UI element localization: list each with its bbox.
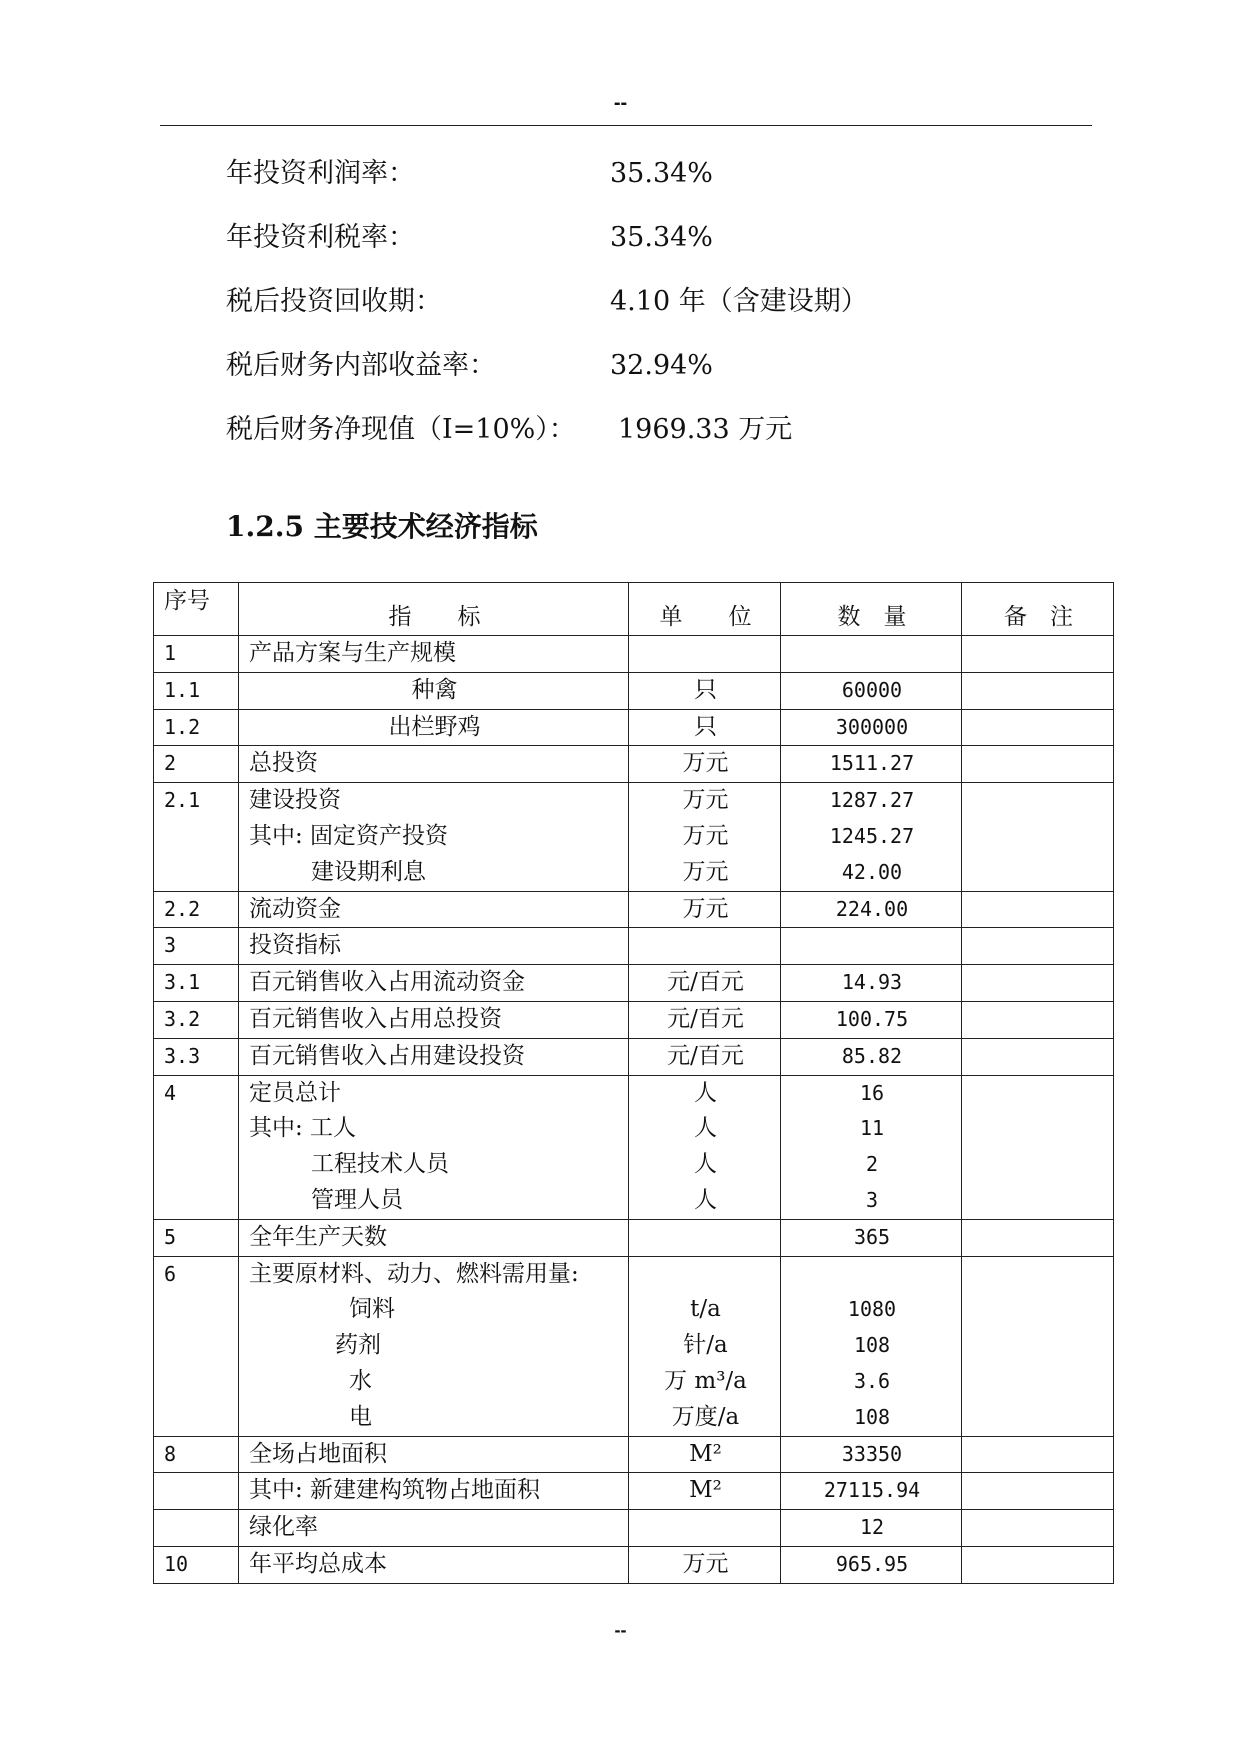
cell-remarks: [962, 1038, 1114, 1075]
metric-label: 税后财务净现值（I=10%）：: [226, 414, 576, 445]
metric-label: 年投资利税率：: [226, 222, 415, 253]
cell-indicator: [239, 672, 629, 709]
indicator-line: 建设投资: [249, 787, 341, 814]
cell-seq: 3.2: [154, 1001, 239, 1038]
indicator-line: 百元销售收入占用总投资: [249, 1005, 502, 1032]
unit-line: 人: [694, 1115, 717, 1142]
cell-unit: [629, 672, 781, 709]
cell-unit: [629, 1038, 781, 1075]
table-row: [154, 1473, 1114, 1510]
cell-indicator: [239, 1219, 629, 1256]
unit-line: 万元: [682, 822, 729, 849]
unit-line: 元/百元: [667, 1005, 744, 1032]
cell-remarks: [962, 965, 1114, 1002]
unit-line: 万元: [682, 1550, 729, 1577]
unit-line: [639, 1257, 772, 1293]
header-unit: 单 位: [629, 583, 781, 636]
quantity-line: 1287.27: [829, 788, 915, 813]
cell-remarks: [962, 1075, 1114, 1219]
metric-value: 32.94%: [610, 350, 713, 381]
section-title: 1.2.5 主要技术经济指标: [226, 510, 538, 543]
cell-seq: 5: [154, 1219, 239, 1256]
unit-line: 人: [694, 1079, 717, 1106]
cell-unit: [629, 1001, 781, 1038]
quantity-line: 365: [853, 1224, 891, 1249]
quantity-line: 33350: [841, 1441, 903, 1466]
cell-indicator: [239, 1473, 629, 1510]
header-indicator: 指 标: [239, 583, 629, 636]
unit-line: 万元: [682, 895, 729, 922]
unit-line: [639, 928, 772, 964]
cell-indicator: [239, 928, 629, 965]
cell-indicator: [239, 709, 629, 746]
cell-unit: [629, 636, 781, 673]
quantity-line: 300000: [835, 714, 909, 739]
quantity-line: 14.93: [841, 970, 903, 995]
unit-line: 万元: [682, 750, 729, 777]
table-row: [154, 746, 1114, 783]
unit-line: 万元: [682, 787, 729, 814]
cell-unit: [629, 891, 781, 928]
cell-seq: 1: [154, 636, 239, 673]
indicator-line: 出栏野鸡: [388, 713, 481, 740]
cell-indicator: [239, 965, 629, 1002]
metric-value: 4.10 年（含建设期）: [610, 286, 868, 317]
cell-quantity: [781, 1075, 962, 1219]
cell-quantity: [781, 1473, 962, 1510]
cell-seq: 3.3: [154, 1038, 239, 1075]
cell-seq: 2: [154, 746, 239, 783]
table-row: [154, 928, 1114, 965]
indicator-line: 流动资金: [249, 895, 341, 922]
cell-seq: [154, 1473, 239, 1510]
cell-seq: 10: [154, 1546, 239, 1583]
quantity-line: 2: [865, 1152, 879, 1177]
table-row: [154, 1256, 1114, 1436]
cell-quantity: [781, 783, 962, 891]
indicator-line: 全年生产天数: [249, 1223, 387, 1250]
indicator-line: 水: [349, 1367, 372, 1394]
indicator-line: 产品方案与生产规模: [249, 640, 456, 666]
cell-quantity: [781, 891, 962, 928]
cell-unit: [629, 709, 781, 746]
cell-seq: 2.2: [154, 891, 239, 928]
cell-quantity: [781, 1436, 962, 1473]
cell-unit: [629, 965, 781, 1002]
cell-seq: 3.1: [154, 965, 239, 1002]
cell-indicator: [239, 783, 629, 891]
cell-quantity: [781, 709, 962, 746]
cell-quantity: [781, 1219, 962, 1256]
cell-quantity: [781, 928, 962, 965]
cell-indicator: [239, 1256, 629, 1436]
metric-row: [226, 413, 793, 447]
indicator-line: 总投资: [249, 750, 318, 777]
header-remarks: 备 注: [962, 583, 1114, 636]
cell-remarks: [962, 783, 1114, 891]
cell-remarks: [962, 1256, 1114, 1436]
table-row: [154, 1510, 1114, 1547]
cell-remarks: [962, 891, 1114, 928]
cell-remarks: [962, 709, 1114, 746]
metric-row: [226, 157, 713, 191]
unit-line: 只: [694, 713, 717, 740]
quantity-line: 16: [859, 1080, 885, 1105]
indicator-line: 年平均总成本: [249, 1550, 387, 1577]
quantity-line: 27115.94: [823, 1478, 921, 1503]
table-row: [154, 672, 1114, 709]
indicator-line: 定员总计: [249, 1079, 341, 1106]
cell-unit: [629, 928, 781, 965]
quantity-line: 1080: [847, 1297, 897, 1322]
cell-quantity: [781, 746, 962, 783]
cell-seq: 2.1: [154, 783, 239, 891]
unit-line: 元/百元: [667, 1042, 744, 1069]
cell-indicator: [239, 1510, 629, 1547]
cell-quantity: [781, 1256, 962, 1436]
indicator-line: 饲料: [349, 1296, 395, 1323]
cell-indicator: [239, 636, 629, 673]
quantity-line: 224.00: [835, 896, 909, 921]
unit-line: 元/百元: [667, 969, 744, 996]
table-header-row: [154, 583, 1114, 636]
metric-label: 税后投资回收期：: [226, 286, 442, 317]
header-seq: 序号: [154, 583, 239, 636]
cell-remarks: [962, 1546, 1114, 1583]
unit-line: 人: [694, 1151, 717, 1178]
cell-quantity: [781, 965, 962, 1002]
unit-line: [639, 636, 772, 672]
unit-line: 万度/a: [671, 1403, 740, 1430]
quantity-line: 42.00: [841, 859, 903, 884]
metric-label: 税后财务内部收益率：: [226, 350, 496, 381]
indicator-line: 百元销售收入占用流动资金: [249, 969, 525, 996]
cell-seq: 6: [154, 1256, 239, 1436]
table-row: [154, 965, 1114, 1002]
table-row: [154, 1038, 1114, 1075]
cell-indicator: [239, 1038, 629, 1075]
cell-remarks: [962, 672, 1114, 709]
metric-value: 35.34%: [610, 222, 713, 253]
metric-row: [226, 285, 868, 319]
cell-indicator: [239, 746, 629, 783]
cell-remarks: [962, 636, 1114, 673]
metric-value: 1969.33 万元: [618, 414, 793, 445]
indicator-line: 建设期利息: [311, 858, 426, 885]
cell-unit: [629, 746, 781, 783]
table-row: [154, 1001, 1114, 1038]
cell-remarks: [962, 746, 1114, 783]
page-footer-mark: --: [614, 1620, 627, 1640]
cell-unit: [629, 1436, 781, 1473]
unit-line: 万 m³/a: [664, 1367, 747, 1394]
cell-quantity: [781, 1510, 962, 1547]
cell-indicator: [239, 1436, 629, 1473]
indicator-line: 电: [349, 1403, 372, 1430]
cell-remarks: [962, 1001, 1114, 1038]
cell-unit: [629, 783, 781, 891]
cell-unit: [629, 1075, 781, 1219]
quantity-line: 1245.27: [829, 823, 915, 848]
indicator-table: [153, 582, 1114, 1584]
unit-line: [639, 1510, 772, 1546]
indicator-line: 药剂: [335, 1332, 381, 1359]
table-row: [154, 1436, 1114, 1473]
table-row: [154, 891, 1114, 928]
quantity-line: 1511.27: [829, 751, 915, 776]
indicator-line: 其中: 新建建构筑物占地面积: [249, 1477, 541, 1504]
indicator-line: 投资指标: [249, 932, 341, 959]
indicator-line: 其中: 固定资产投资: [249, 822, 449, 849]
cell-remarks: [962, 1510, 1114, 1547]
quantity-line: 108: [853, 1404, 891, 1429]
table-row: [154, 1546, 1114, 1583]
indicator-line: 种禽: [411, 676, 458, 703]
table-row: [154, 1219, 1114, 1256]
header-quantity: 数 量: [781, 583, 962, 636]
unit-line: M²: [689, 1477, 722, 1504]
cell-quantity: [781, 672, 962, 709]
unit-line: t/a: [690, 1296, 721, 1323]
quantity-line: 12: [859, 1515, 885, 1540]
quantity-line: 108: [853, 1333, 891, 1358]
unit-line: 针/a: [683, 1332, 728, 1359]
cell-quantity: [781, 1546, 962, 1583]
quantity-line: 3: [865, 1187, 879, 1212]
table-row: [154, 783, 1114, 891]
quantity-line: 11: [859, 1116, 885, 1141]
cell-seq: 4: [154, 1075, 239, 1219]
table-row: [154, 1075, 1114, 1219]
metric-label: 年投资利润率：: [226, 158, 415, 189]
quantity-line: [791, 928, 953, 964]
cell-quantity: [781, 1038, 962, 1075]
cell-remarks: [962, 1473, 1114, 1510]
quantity-line: 60000: [841, 677, 903, 702]
cell-indicator: [239, 1546, 629, 1583]
indicator-line: 主要原材料、动力、燃料需用量:: [249, 1260, 579, 1287]
quantity-line: [791, 1257, 953, 1293]
quantity-line: 85.82: [841, 1043, 903, 1068]
metric-row: [226, 221, 713, 255]
cell-remarks: [962, 928, 1114, 965]
cell-indicator: [239, 891, 629, 928]
unit-line: M²: [689, 1440, 722, 1467]
cell-remarks: [962, 1219, 1114, 1256]
metric-value: 35.34%: [610, 158, 713, 189]
indicator-line: 全场占地面积: [249, 1440, 387, 1467]
indicator-line: 绿化率: [249, 1514, 318, 1541]
indicator-line: 管理人员: [311, 1186, 403, 1213]
table-row: [154, 709, 1114, 746]
cell-unit: [629, 1546, 781, 1583]
indicator-line: 其中: 工人: [249, 1115, 357, 1142]
quantity-line: 965.95: [835, 1551, 909, 1576]
cell-seq: 8: [154, 1436, 239, 1473]
cell-unit: [629, 1256, 781, 1436]
metric-row: [226, 349, 713, 383]
cell-indicator: [239, 1001, 629, 1038]
quantity-line: [791, 636, 953, 672]
cell-quantity: [781, 1001, 962, 1038]
unit-line: 万元: [682, 858, 729, 885]
table-row: [154, 636, 1114, 673]
cell-seq: [154, 1510, 239, 1547]
cell-seq: 1.1: [154, 672, 239, 709]
unit-line: 人: [694, 1186, 717, 1213]
quantity-line: 3.6: [853, 1368, 891, 1393]
unit-line: [639, 1220, 772, 1256]
quantity-line: 100.75: [835, 1006, 909, 1031]
cell-seq: 3: [154, 928, 239, 965]
unit-line: 只: [694, 676, 717, 703]
cell-seq: 1.2: [154, 709, 239, 746]
page-header-mark: --: [613, 92, 628, 114]
header-rule: [160, 125, 1092, 126]
cell-quantity: [781, 636, 962, 673]
cell-unit: [629, 1473, 781, 1510]
indicator-line: 工程技术人员: [311, 1151, 449, 1178]
indicator-line: 百元销售收入占用建设投资: [249, 1042, 525, 1069]
cell-indicator: [239, 1075, 629, 1219]
cell-remarks: [962, 1436, 1114, 1473]
cell-unit: [629, 1510, 781, 1547]
cell-unit: [629, 1219, 781, 1256]
